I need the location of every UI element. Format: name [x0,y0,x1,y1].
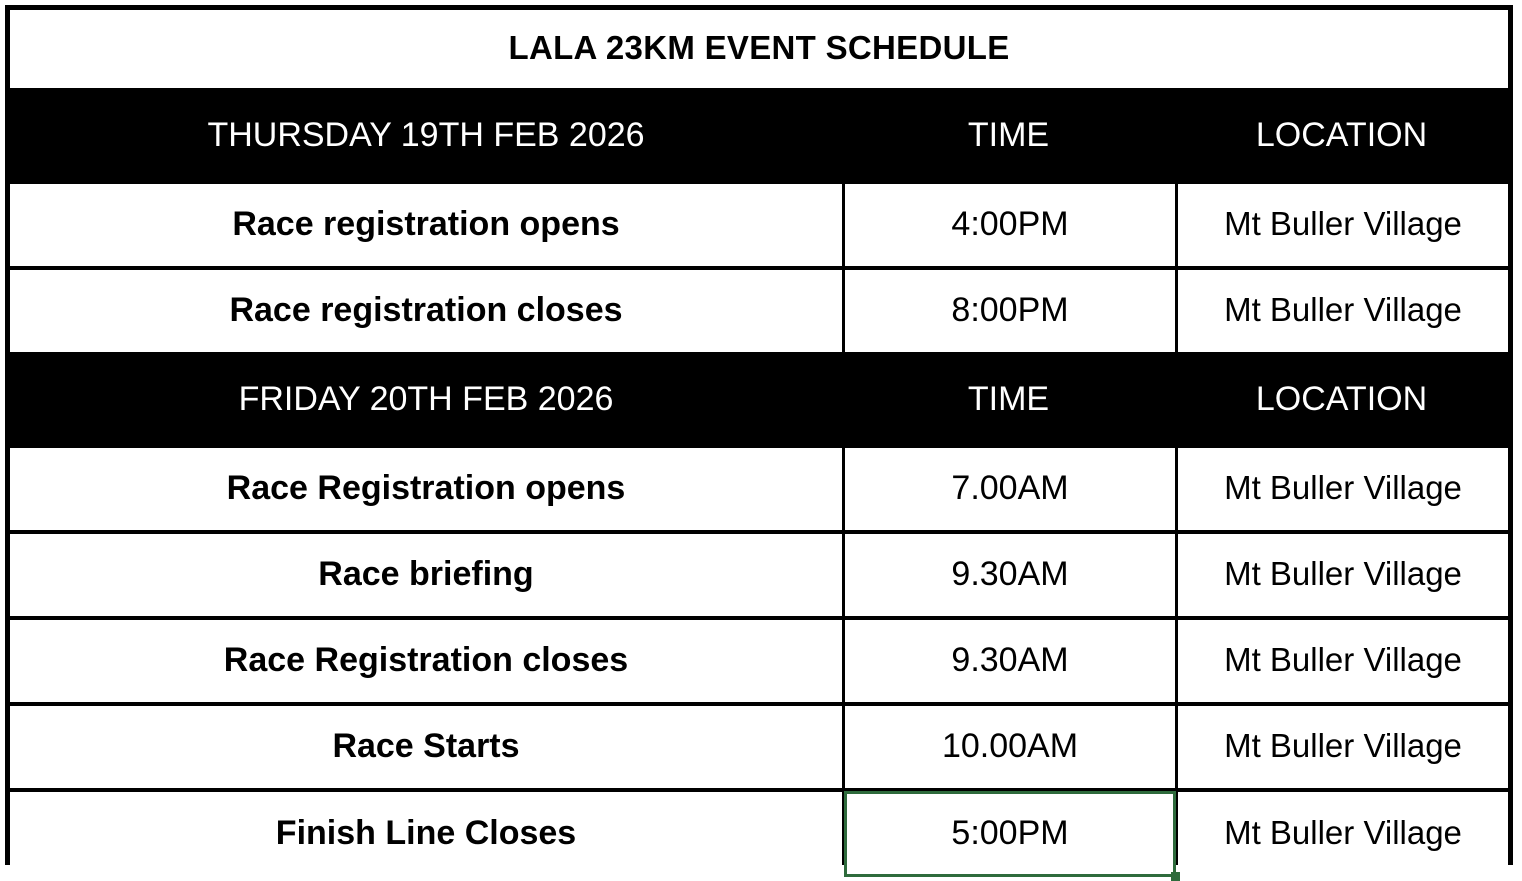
time-header-cell[interactable]: TIME [842,92,1175,180]
day-header-row-thursday [10,92,1508,180]
event-cell[interactable]: Race Starts [10,706,842,788]
schedule-grid [10,10,1508,860]
location-cell[interactable]: Mt Buller Village [1178,270,1508,352]
time-cell[interactable]: 7.00AM [845,448,1175,530]
time-cell[interactable]: 9.30AM [845,534,1175,616]
location-cell[interactable]: Mt Buller Village [1178,706,1508,788]
event-cell[interactable]: Race registration closes [10,270,842,352]
event-cell[interactable]: Finish Line Closes [10,792,842,876]
location-cell[interactable]: Mt Buller Village [1178,448,1508,530]
location-cell[interactable]: Mt Buller Village [1178,620,1508,702]
schedule-sheet [5,5,1513,865]
event-cell[interactable]: Race Registration closes [10,620,842,702]
location-cell[interactable]: Mt Buller Village [1178,534,1508,616]
time-cell[interactable]: 4:00PM [845,184,1175,266]
time-cell-text: 5:00PM [951,813,1069,852]
event-cell[interactable]: Race briefing [10,534,842,616]
time-header-cell[interactable]: TIME [842,356,1175,444]
event-cell[interactable]: Race Registration opens [10,448,842,530]
day-header-cell[interactable]: THURSDAY 19TH FEB 2026 [10,92,842,180]
fill-handle[interactable] [1171,872,1180,881]
day-header-cell[interactable]: FRIDAY 20TH FEB 2026 [10,356,842,444]
location-header-cell[interactable]: LOCATION [1175,356,1508,444]
location-cell[interactable]: Mt Buller Village [1178,792,1508,876]
schedule-title[interactable]: LALA 23KM EVENT SCHEDULE [10,10,1508,88]
time-cell[interactable]: 8:00PM [845,270,1175,352]
event-cell[interactable]: Race registration opens [10,184,842,266]
time-cell[interactable]: 10.00AM [845,706,1175,788]
location-header-cell[interactable]: LOCATION [1175,92,1508,180]
location-cell[interactable]: Mt Buller Village [1178,184,1508,266]
time-cell[interactable]: 9.30AM [845,620,1175,702]
day-header-row-friday [10,356,1508,444]
selected-time-cell[interactable] [845,792,1175,876]
